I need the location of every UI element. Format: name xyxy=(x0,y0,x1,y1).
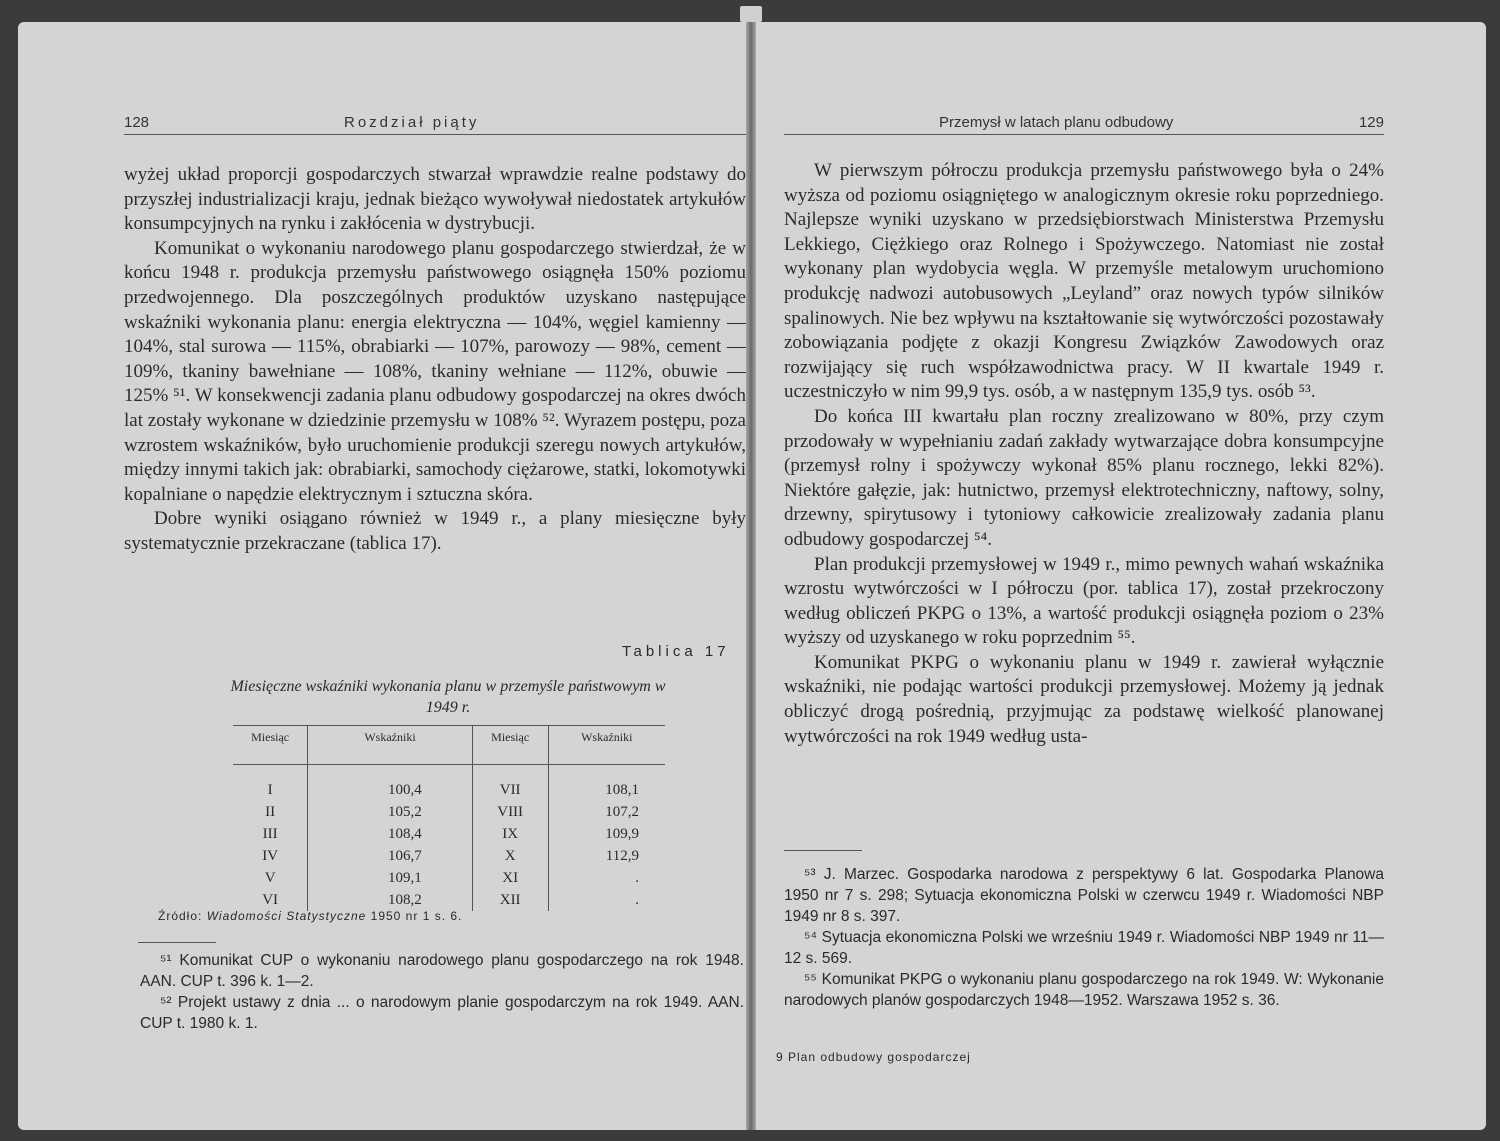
running-head xyxy=(124,112,746,135)
table-cell: V xyxy=(264,870,276,886)
chapter-title: Rozdział piąty xyxy=(344,114,480,131)
section-title: Przemysł w latach planu odbudowy xyxy=(939,114,1174,131)
paragraph: Do końca III kwartału plan roczny zrealizowano w 80%, przy czym przodowały w wypełnianiu zadań zakłady wytwarzające dobra konsumpcyjne (przemysł rolny i spożywczy wykonał 85% planu rocznego, lekki 82%). Niektóre gałęzie, jak: hutnictwo, przemysł elektrotechniczny, naftowy, solny, drzewny, spirytusowy i tytoniowy całkowicie zrealizowały zadania planu odbudowy gospodarczej ⁵⁴. xyxy=(784,405,1384,550)
paragraph: W pierwszym półroczu produkcja przemysłu państwowego była o 24% wyższa od poziomu osiągniętego w analogicznym okresie roku poprzedniego. Najlepsze wyniki uzyskano w przedsiębiorstwach Ministerstwa Przemysłu Lekkiego, Ciężkiego oraz Rolnego i Spożywczego. Natomiast nie został wykonany plan wydobycia węgla. W przemyśle metalowym uruchomiono produkcję nadwozi autobusowych „Leyland” oraz nowych typów silników spalinowych. Nie bez wpływu na kształtowanie się wytwórczości pozostawały zobowiązania podjęte z okazji Kongresu Związków Zawodowych oraz rozwijający się ruch współzawodnictwa pracy. W II kwartale 1949 r. uczestniczyło w nim 99,9 tys. osób, a w następnym 135,9 tys. osób ⁵³. xyxy=(784,160,1384,403)
table-cell: 109,9 xyxy=(548,823,665,845)
table-cell: XI xyxy=(472,867,548,889)
printer-signature: 9 Plan odbudowy gospodarczej xyxy=(776,1050,971,1064)
table-row xyxy=(233,823,665,845)
footnotes xyxy=(784,864,1384,1011)
column-header: Wskaźniki xyxy=(308,726,473,765)
monthly-indicators-table xyxy=(233,725,665,911)
body-text xyxy=(784,159,1384,749)
table-cell: II xyxy=(265,804,276,820)
table-cell: I xyxy=(267,782,273,798)
table-cell: 112,9 xyxy=(548,845,665,867)
running-head xyxy=(784,112,1384,135)
table-cell: 100,4 xyxy=(308,765,473,802)
table-row xyxy=(233,801,665,823)
table-cell: . xyxy=(548,889,665,911)
book-spine xyxy=(746,22,756,1130)
paragraph: Plan produkcji przemysłowej w 1949 r., mimo pewnych wahań wskaźnika wzrostu wytwórczości w I półroczu (por. tablica 17), został przekroczony według obliczeń PKPG o 13%, a wartość produkcji osiągnęła poziom o 23% wyższy od uzyskanego w roku poprzednim ⁵⁵. xyxy=(784,553,1384,649)
body-text xyxy=(124,163,746,557)
footnote-divider xyxy=(138,942,216,943)
table-label: Tablica 17 xyxy=(622,643,730,660)
source-label: Źródło: xyxy=(158,909,203,923)
table-cell: 109,1 xyxy=(308,867,473,889)
footnote: ⁵⁴ Sytuacja ekonomiczna Polski we wrześniu 1949 r. Wiadomości NBP 1949 nr 11—12 s. 569. xyxy=(784,929,1384,967)
table-row xyxy=(233,845,665,867)
table-cell: 108,1 xyxy=(548,765,665,802)
table-cell: 105,2 xyxy=(308,801,473,823)
table-cell: 108,4 xyxy=(308,823,473,845)
table-cell: X xyxy=(472,845,548,867)
table-cell: IV xyxy=(262,848,279,864)
table-cell: . xyxy=(548,867,665,889)
left-page xyxy=(18,22,746,1130)
footnotes xyxy=(140,950,744,1034)
footnote: ⁵² Projekt ustawy z dnia ... o narodowym planie gospodarczym na rok 1949. AAN. CUP t. 1980 k. 1. xyxy=(140,994,744,1032)
page-number: 129 xyxy=(1358,114,1384,131)
column-header: Miesiąc xyxy=(233,726,308,765)
table-row xyxy=(233,889,665,911)
right-page xyxy=(756,22,1486,1130)
table-source xyxy=(158,909,462,923)
footnote-divider xyxy=(784,850,862,851)
paragraph: Dobre wyniki osiągano również w 1949 r., a plany miesięczne były systematycznie przekraczane (tablica 17). xyxy=(124,508,746,554)
table-cell: VI xyxy=(262,892,279,908)
table-cell: IX xyxy=(472,823,548,845)
table-cell: III xyxy=(262,826,278,842)
table-cell: 107,2 xyxy=(548,801,665,823)
table-cell: 108,2 xyxy=(308,889,473,911)
footnote: ⁵¹ Komunikat CUP o wykonaniu narodowego planu gospodarczego na rok 1948. AAN. CUP t. 396 k. 1—2. xyxy=(140,952,744,990)
table-row xyxy=(233,765,665,802)
paragraph: Komunikat o wykonaniu narodowego planu gospodarczego stwierdzał, że w końcu 1948 r. produkcja przemysłu państwowego osiągnęła 150% poziomu przedwojennego. Dla poszczególnych produktów uzyskano następujące wskaźniki wykonania planu: energia elektryczna — 104%, węgiel kamienny — 104%, stal surowa — 115%, obrabiarki — 107%, parowozy — 98%, cement — 109%, tkaniny bawełniane — 108%, tkaniny wełniane — 112%, obuwie — 125% ⁵¹. W konsekwencji zadania planu odbudowy gospodarczej na okres dwóch lat zostały wykonane w dziedzinie przemysłu w 108% ⁵². Wyrazem postępu, poza wzrostem wskaźników, było uruchomienie produkcji szeregu nowych artykułów, między innymi takich jak: obrabiarki, samochody ciężarowe, statki, lokomotywki kopalniane o napędzie elektrycznym i sztuczna skóra. xyxy=(124,237,746,505)
source-title: Wiadomości Statystyczne xyxy=(206,909,367,923)
column-header: Wskaźniki xyxy=(548,726,665,765)
page-number: 128 xyxy=(124,114,150,131)
table-caption: Miesięczne wskaźniki wykonania planu w przemyśle państwowym w 1949 r. xyxy=(230,678,666,716)
paragraph: Komunikat PKPG o wykonaniu planu w 1949 r. zawierał wyłącznie wskaźniki, nie podając wartości produkcji przemysłowej. Możemy ją jednak obliczyć drogą pośrednią, przyjmując za podstawę wielkość planowanej wytwórczości na rok 1949 według usta- xyxy=(784,651,1384,747)
source-details: 1950 nr 1 s. 6. xyxy=(370,909,463,923)
table-row xyxy=(233,867,665,889)
table-cell: VII xyxy=(472,765,548,802)
table-header-row xyxy=(233,726,665,765)
footnote: ⁵³ J. Marzec. Gospodarka narodowa z perspektywy 6 lat. Gospodarka Planowa 1950 nr 7 s. 298; Sytuacja ekonomiczna Polski w czerwcu 1949 r. Wiadomości NBP 1949 nr 8 s. 397. xyxy=(784,866,1384,925)
paragraph: wyżej układ proporcji gospodarczych stwarzał wprawdzie realne podstawy do przyszłej industrializacji kraju, jednak bieżąco wywoływał niedostatek artykułów konsumpcyjnych na rynku i zakłócenia w dystrybucji. xyxy=(124,164,746,235)
table-cell: VIII xyxy=(472,801,548,823)
footnote: ⁵⁵ Komunikat PKPG o wykonaniu planu gospodarczego na rok 1949. W: Wykonanie narodowych planów gospodarczych 1948—1952. Warszawa 1952 s. 36. xyxy=(784,971,1384,1009)
top-tab xyxy=(740,6,762,22)
column-header: Miesiąc xyxy=(472,726,548,765)
table-cell: 106,7 xyxy=(308,845,473,867)
table-cell: XII xyxy=(472,889,548,911)
